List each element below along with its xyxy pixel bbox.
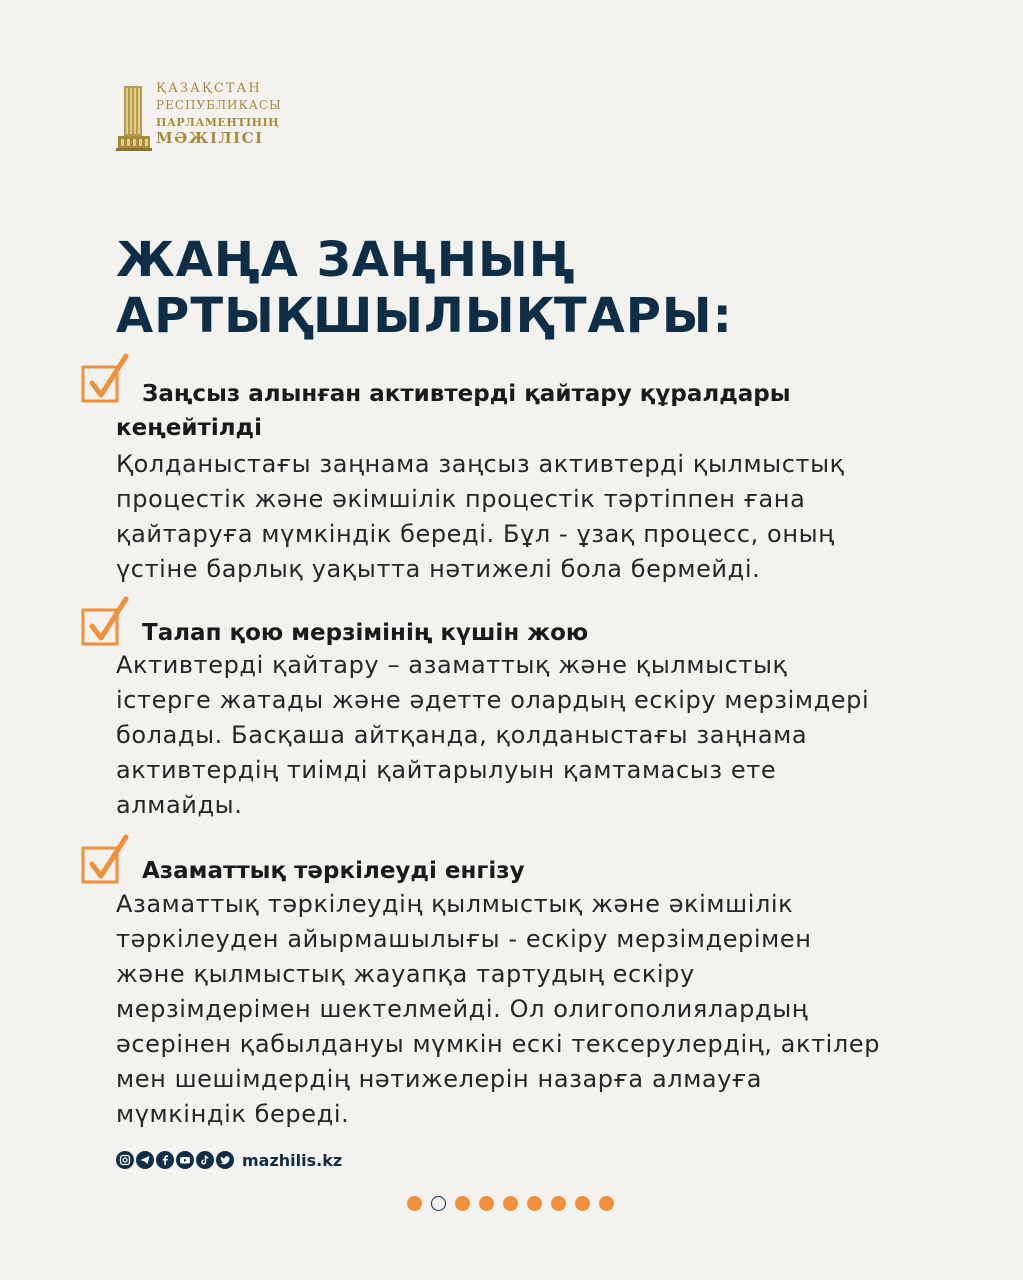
section-title-line: Талап қою мерзімінің күшін жою [142,620,589,646]
body-line: алмайды. [116,791,243,819]
body-line: қайтаруға мүмкіндік береді. Бұл - ұзақ процесс, оның [116,520,835,548]
logo-text-line: ҚАЗАҚСТАН [156,81,262,96]
checkbox-checked-icon [80,352,132,404]
body-line: істерге жатады және әдетте олардың ескіру мерзімдері [116,686,870,714]
body-line: Активтерді қайтару – азаматтық және қылмыстық [116,651,788,679]
youtube-icon[interactable] [176,1151,194,1169]
pagination-dot[interactable] [479,1196,494,1211]
section-title [142,855,962,887]
pagination-dot[interactable] [575,1196,590,1211]
section-body [116,648,976,823]
body-line: және қылмыстық жауапқа тартудың ескіру [116,960,695,988]
body-line: тәркілеуден айырмашылығы - ескіру мерзімдерімен [116,925,812,953]
pagination-dot[interactable] [503,1196,518,1211]
telegram-icon[interactable] [136,1151,154,1169]
body-line: активтердің тиімді қайтарылуын қамтамасыз ете [116,756,777,784]
body-line: Азаматтық тәркілеудің қылмыстық және әкімшілік [116,890,794,918]
page-title-line: ЖАҢА ЗАҢНЫҢ [116,232,576,288]
body-line: мен шешімдердің нәтижелерін назарға алмауға [116,1065,763,1093]
body-line: процестік және әкімшілік процестік тәртіппен ғана [116,485,806,513]
mazhilis-logo [116,80,286,154]
body-line: мерзімдерімен шектелмейді. Ол олигополиялардың [116,995,809,1023]
pagination-dot[interactable] [599,1196,614,1211]
pagination-dot-active[interactable] [431,1196,446,1211]
logo-text-line: ПАРЛАМЕНТІНІҢ [156,116,280,129]
twitter-icon[interactable] [216,1151,234,1169]
body-line: үстіне барлық уақытта нәтижелі бола бермейді. [116,555,761,583]
checkbox-checked-icon [80,595,132,647]
social-footer [116,1150,342,1170]
body-line: әсерінен қабылдануы мүмкін ескі тексерулердің, актілер [116,1030,881,1058]
page-title-line: АРТЫҚШЫЛЫҚТАРЫ: [116,288,733,344]
body-line: мүмкіндік береді. [116,1100,350,1128]
carousel-pagination [407,1196,623,1211]
section-body [116,887,976,1132]
section-title-continued [116,412,936,444]
logo-text-line: МӘЖІЛІСІ [156,129,264,147]
pagination-dot[interactable] [551,1196,566,1211]
tiktok-icon[interactable] [196,1151,214,1169]
section-body [116,447,976,587]
pagination-dot[interactable] [455,1196,470,1211]
section-title-line: Заңсыз алынған активтерді қайтару құралдары [142,381,791,407]
pagination-dot[interactable] [407,1196,422,1211]
checkbox-checked-icon [80,833,132,885]
body-line: Қолданыстағы заңнама заңсыз активтерді қылмыстық [116,450,845,478]
body-line: болады. Басқаша айтқанда, қолданыстағы заңнама [116,721,808,749]
logo-text-line: РЕСПУБЛИКАСЫ [156,98,282,112]
pagination-dot[interactable] [527,1196,542,1211]
facebook-icon[interactable] [156,1151,174,1169]
section-title [142,378,962,410]
website-link[interactable]: mazhilis.kz [242,1150,343,1170]
instagram-icon[interactable] [116,1151,134,1169]
page-title [116,232,996,344]
parliament-building-icon [116,82,152,152]
section-title-line: кеңейтілді [116,415,263,441]
section-title [142,617,962,649]
section-title-line: Азаматтық тәркілеуді енгізу [142,858,525,884]
